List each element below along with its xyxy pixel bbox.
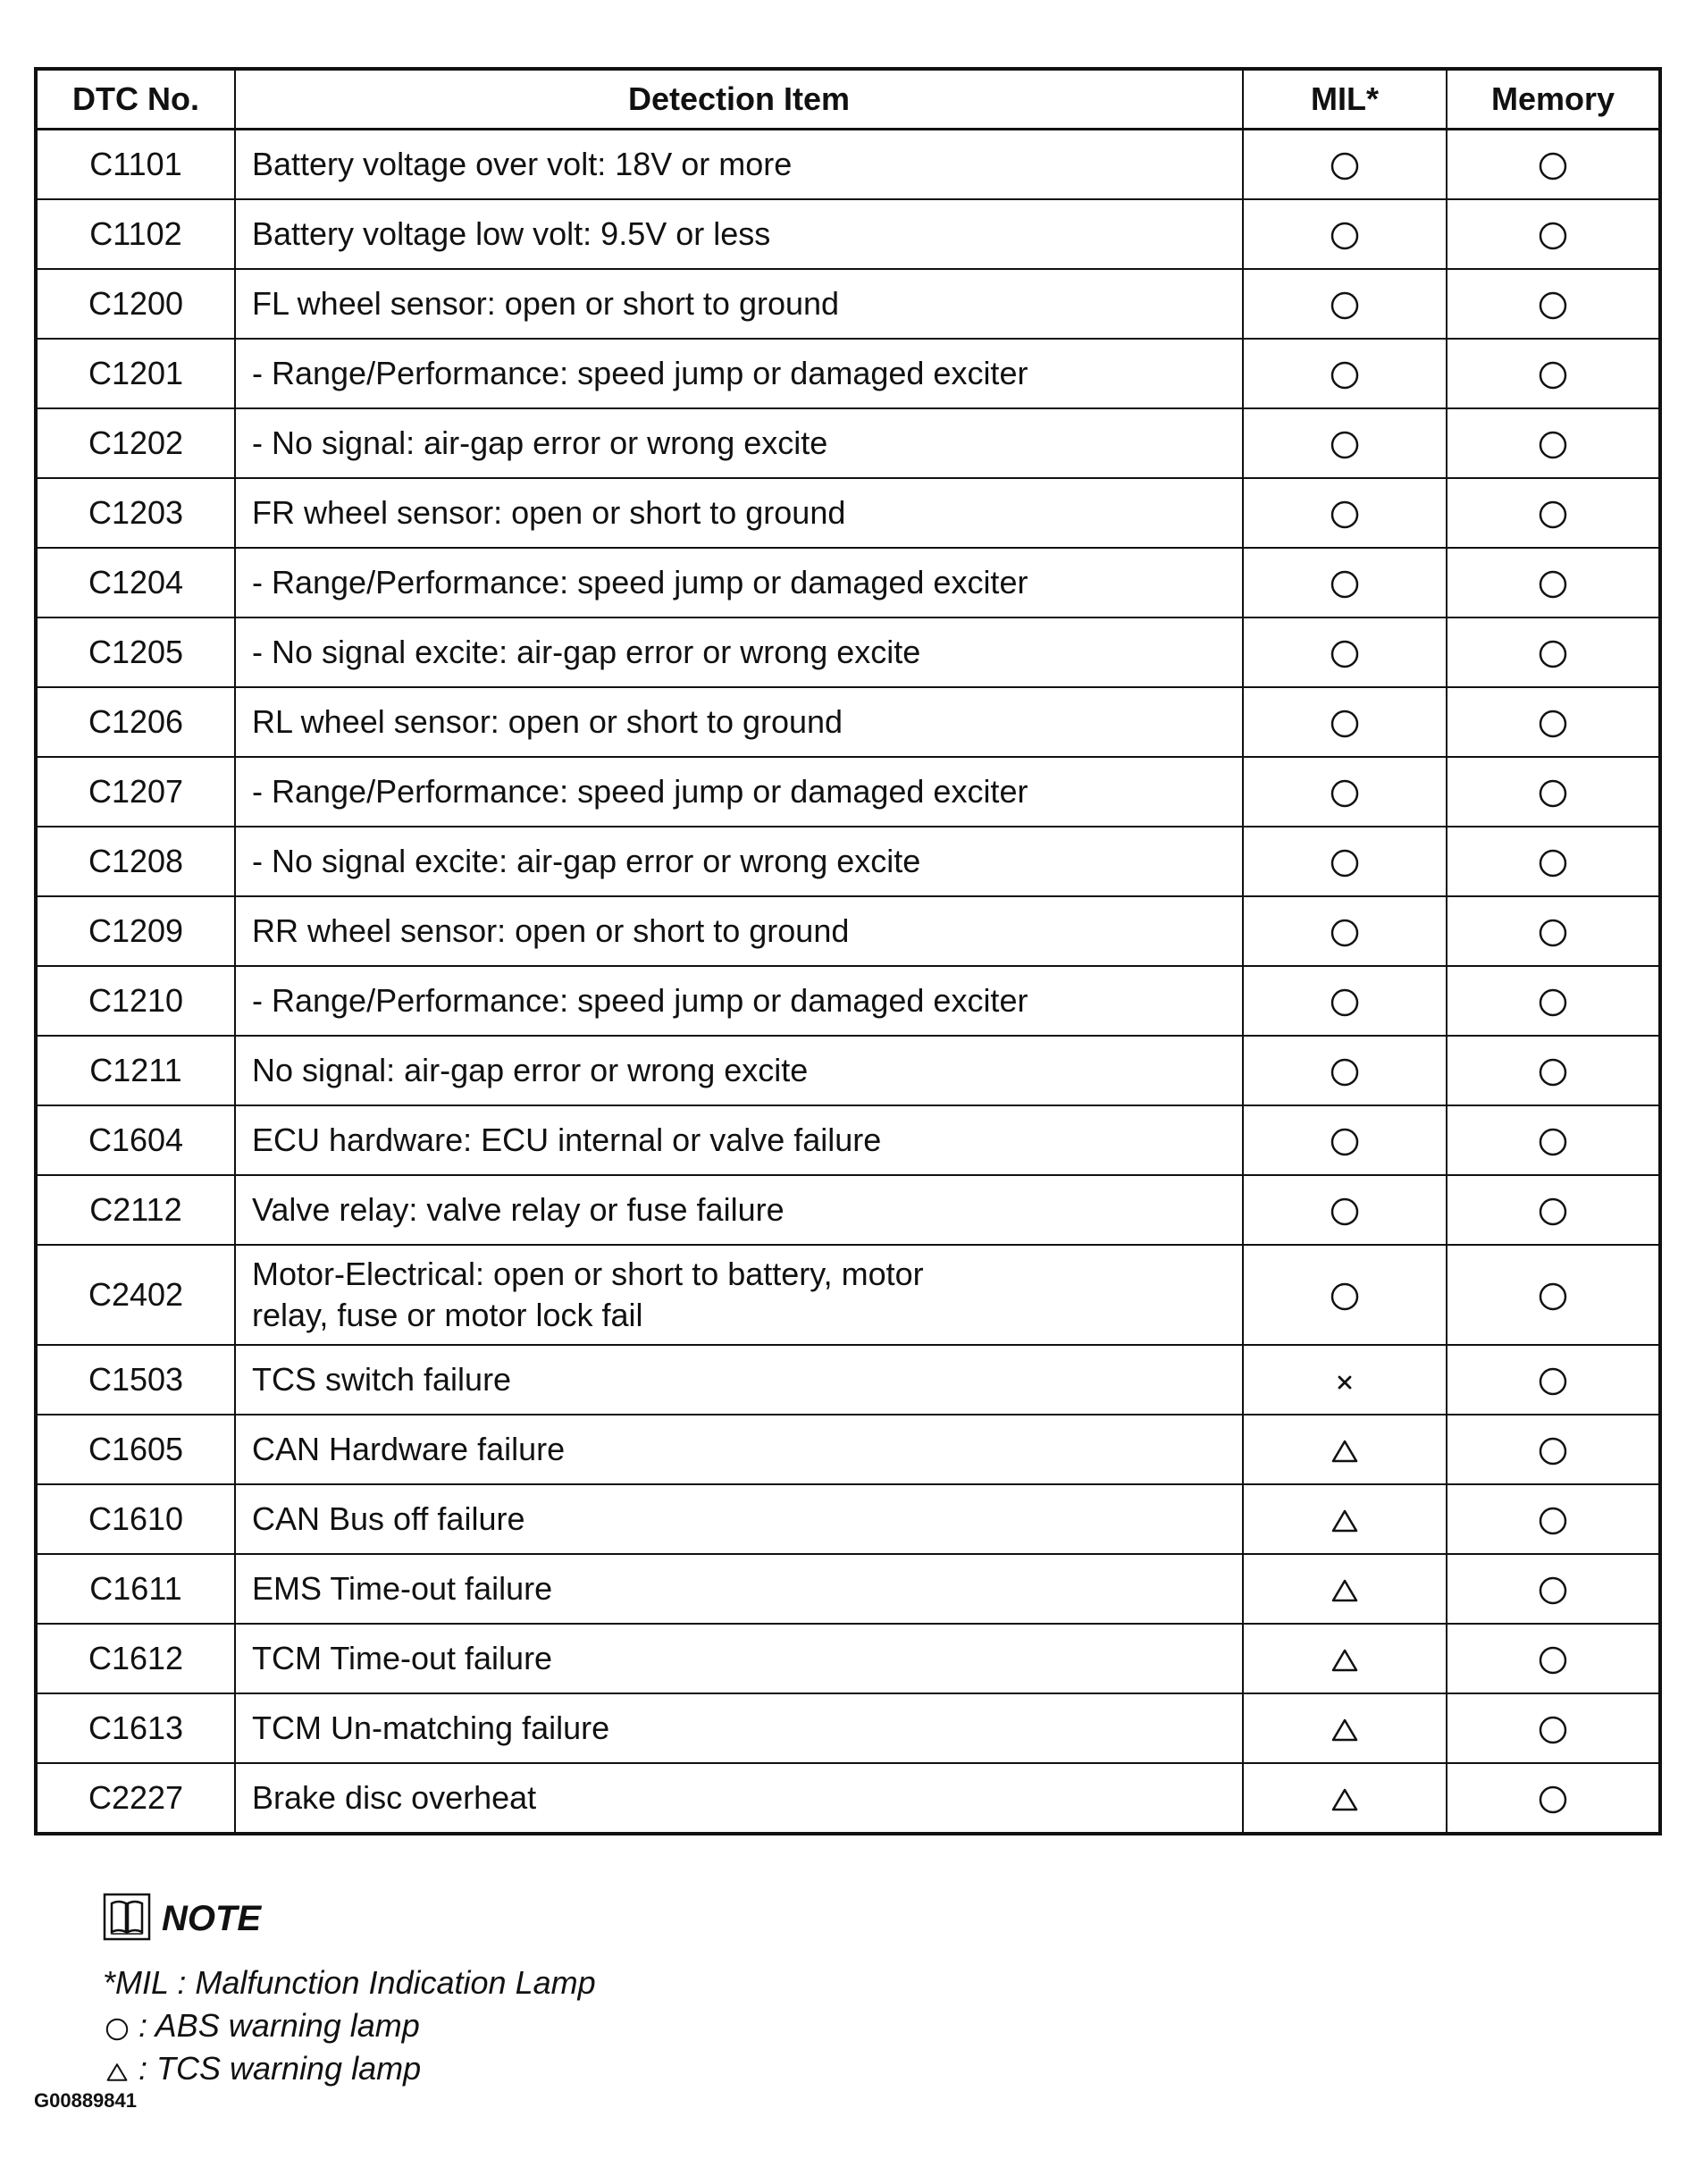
- detection-item-cell: [235, 548, 1243, 617]
- dtc-code-cell: C1611: [36, 1554, 235, 1624]
- circle-icon: [1327, 636, 1363, 672]
- circle-icon: [1535, 148, 1571, 184]
- note-line: [103, 1961, 596, 2004]
- table-header-row: [36, 69, 1660, 130]
- detection-item-cell: [235, 1345, 1243, 1415]
- circle-icon: [1535, 497, 1571, 533]
- detection-item-cell: [235, 478, 1243, 548]
- dtc-code-cell: C1211: [36, 1036, 235, 1105]
- circle-icon: [1535, 1124, 1571, 1160]
- detection-item-line: Valve relay: valve relay or fuse failure: [252, 1191, 785, 1228]
- dtc-code-cell: C1200: [36, 269, 235, 339]
- detection-item-line: - Range/Performance: speed jump or damaged exciter: [252, 773, 1028, 810]
- triangle-icon: [1327, 1433, 1363, 1469]
- table-row: [36, 1624, 1660, 1693]
- table-row: [36, 827, 1660, 896]
- mil-cell: [1243, 827, 1447, 896]
- mil-cell: [1243, 199, 1447, 269]
- note-line: [103, 2047, 596, 2090]
- detection-item-line: CAN Hardware failure: [252, 1431, 566, 1467]
- triangle-icon: [103, 2054, 131, 2083]
- detection-item-line: - No signal excite: air-gap error or wrong excite: [252, 843, 921, 879]
- table-row: [36, 339, 1660, 408]
- table-row: [36, 617, 1660, 687]
- memory-cell: [1447, 1554, 1660, 1624]
- dtc-code-cell: C2112: [36, 1175, 235, 1245]
- note-line: [103, 2004, 596, 2047]
- dtc-code-cell: C1202: [36, 408, 235, 478]
- detection-item-line: - Range/Performance: speed jump or damaged exciter: [252, 982, 1028, 1019]
- detection-item-cell: [235, 1036, 1243, 1105]
- circle-icon: [1327, 706, 1363, 742]
- table-row: [36, 1763, 1660, 1834]
- dtc-code-cell: C1613: [36, 1693, 235, 1763]
- circle-icon: [1535, 1573, 1571, 1609]
- mil-cell: [1243, 1763, 1447, 1834]
- mil-cell: [1243, 1484, 1447, 1554]
- detection-item-line: - No signal: air-gap error or wrong excite: [252, 424, 828, 461]
- table-row: [36, 1693, 1660, 1763]
- triangle-icon: [1327, 1642, 1363, 1678]
- dtc-code-cell: C1203: [36, 478, 235, 548]
- memory-cell: [1447, 827, 1660, 896]
- dtc-code-cell: C1503: [36, 1345, 235, 1415]
- circle-icon: [1327, 1194, 1363, 1230]
- detection-item-cell: [235, 1175, 1243, 1245]
- mil-cell: [1243, 1036, 1447, 1105]
- detection-item-line: Battery voltage over volt: 18V or more: [252, 146, 793, 182]
- note-title: NOTE: [162, 1899, 262, 1938]
- dtc-table: [34, 67, 1662, 1835]
- memory-cell: [1447, 1763, 1660, 1834]
- memory-cell: [1447, 548, 1660, 617]
- circle-icon: [1535, 1712, 1571, 1748]
- detection-item-line: Motor-Electrical: open or short to battery, motor: [252, 1256, 924, 1292]
- table-row: [36, 1554, 1660, 1624]
- memory-cell: [1447, 408, 1660, 478]
- dtc-code-cell: C1207: [36, 757, 235, 827]
- detection-item-line: - No signal excite: air-gap error or wrong excite: [252, 634, 921, 670]
- dtc-code-cell: C1610: [36, 1484, 235, 1554]
- circle-icon: [1535, 636, 1571, 672]
- mil-cell: [1243, 757, 1447, 827]
- circle-icon: [1327, 915, 1363, 951]
- table-row: [36, 548, 1660, 617]
- mil-cell: [1243, 687, 1447, 757]
- detection-item-cell: [235, 1763, 1243, 1834]
- triangle-icon: [1327, 1782, 1363, 1818]
- note-line-text: : TCS warning lamp: [138, 2050, 422, 2087]
- mil-cell: [1243, 1554, 1447, 1624]
- dtc-code-cell: C1210: [36, 966, 235, 1036]
- table-row: [36, 757, 1660, 827]
- circle-icon: [1535, 1642, 1571, 1678]
- mil-cell: [1243, 1693, 1447, 1763]
- table-body: [36, 130, 1660, 1835]
- detection-item-line: - Range/Performance: speed jump or damaged exciter: [252, 564, 1028, 601]
- mil-cell: [1243, 269, 1447, 339]
- note-block: [103, 1893, 596, 2090]
- memory-cell: [1447, 1105, 1660, 1175]
- circle-icon: [1535, 218, 1571, 254]
- detection-item-cell: [235, 199, 1243, 269]
- mil-cell: [1243, 130, 1447, 200]
- circle-icon: [1327, 1124, 1363, 1160]
- mil-cell: [1243, 1175, 1447, 1245]
- table-row: [36, 130, 1660, 200]
- table-row: [36, 687, 1660, 757]
- detection-item-line: FR wheel sensor: open or short to ground: [252, 494, 846, 531]
- memory-cell: [1447, 966, 1660, 1036]
- detection-item-line: EMS Time-out failure: [252, 1570, 553, 1607]
- circle-icon: [1327, 985, 1363, 1021]
- detection-item-line: - Range/Performance: speed jump or damaged exciter: [252, 355, 1028, 391]
- detection-item-cell: [235, 1245, 1243, 1345]
- memory-cell: [1447, 1036, 1660, 1105]
- circle-icon: [1535, 1194, 1571, 1230]
- note-line-text: : ABS warning lamp: [138, 2007, 420, 2044]
- mil-cell: [1243, 896, 1447, 966]
- dtc-code-cell: C2227: [36, 1763, 235, 1834]
- table-row: [36, 478, 1660, 548]
- triangle-icon: [1327, 1573, 1363, 1609]
- circle-icon: [103, 2012, 131, 2040]
- circle-icon: [1535, 706, 1571, 742]
- mil-cell: [1243, 408, 1447, 478]
- detection-item-line: Battery voltage low volt: 9.5V or less: [252, 215, 771, 252]
- memory-cell: [1447, 1245, 1660, 1345]
- memory-cell: [1447, 199, 1660, 269]
- detection-item-line: FL wheel sensor: open or short to ground: [252, 285, 840, 322]
- detection-item-cell: [235, 827, 1243, 896]
- detection-item-cell: [235, 1554, 1243, 1624]
- detection-item-line: TCM Un-matching failure: [252, 1709, 610, 1746]
- table-row: [36, 408, 1660, 478]
- circle-icon: [1327, 845, 1363, 881]
- triangle-icon: [1327, 1503, 1363, 1539]
- table-row: [36, 1484, 1660, 1554]
- detection-item-cell: [235, 1415, 1243, 1484]
- dtc-code-cell: C1604: [36, 1105, 235, 1175]
- memory-cell: [1447, 757, 1660, 827]
- memory-cell: [1447, 1624, 1660, 1693]
- circle-icon: [1327, 497, 1363, 533]
- dtc-code-cell: C1205: [36, 617, 235, 687]
- mil-cell: [1243, 1415, 1447, 1484]
- circle-icon: [1327, 427, 1363, 463]
- circle-icon: [1327, 567, 1363, 602]
- detection-item-line: TCS switch failure: [252, 1361, 512, 1398]
- detection-item-cell: [235, 1105, 1243, 1175]
- mil-cell: [1243, 966, 1447, 1036]
- mil-cell: [1243, 1245, 1447, 1345]
- detection-item-cell: [235, 1484, 1243, 1554]
- memory-cell: [1447, 687, 1660, 757]
- dtc-code-cell: C1206: [36, 687, 235, 757]
- detection-item-cell: [235, 130, 1243, 200]
- memory-cell: [1447, 478, 1660, 548]
- circle-icon: [1535, 288, 1571, 323]
- note-heading: [103, 1893, 596, 1945]
- circle-icon: [1327, 1279, 1363, 1315]
- memory-cell: [1447, 339, 1660, 408]
- dtc-code-cell: C1208: [36, 827, 235, 896]
- mil-cell: [1243, 339, 1447, 408]
- circle-icon: [1535, 776, 1571, 811]
- detection-item-cell: [235, 687, 1243, 757]
- circle-icon: [1535, 357, 1571, 393]
- memory-cell: [1447, 1345, 1660, 1415]
- circle-icon: [1535, 1782, 1571, 1818]
- memory-cell: [1447, 1484, 1660, 1554]
- dtc-code-cell: C1101: [36, 130, 235, 200]
- book-icon: [103, 1893, 151, 1945]
- circle-icon: [1535, 567, 1571, 602]
- table-row: [36, 269, 1660, 339]
- table-row: [36, 1245, 1660, 1345]
- header-memory: Memory: [1447, 69, 1660, 130]
- table-row: [36, 1345, 1660, 1415]
- detection-item-cell: [235, 408, 1243, 478]
- dtc-code-cell: C2402: [36, 1245, 235, 1345]
- memory-cell: [1447, 1693, 1660, 1763]
- circle-icon: [1327, 357, 1363, 393]
- mil-cell: [1243, 1105, 1447, 1175]
- memory-cell: [1447, 269, 1660, 339]
- memory-cell: [1447, 896, 1660, 966]
- dtc-code-cell: C1201: [36, 339, 235, 408]
- table-row: [36, 896, 1660, 966]
- dtc-code-cell: C1209: [36, 896, 235, 966]
- mil-cell: [1243, 1345, 1447, 1415]
- table-row: [36, 199, 1660, 269]
- detection-item-cell: [235, 757, 1243, 827]
- detection-item-cell: [235, 269, 1243, 339]
- detection-item-cell: [235, 339, 1243, 408]
- detection-item-cell: [235, 617, 1243, 687]
- note-line-text: *MIL : Malfunction Indication Lamp: [103, 1964, 596, 2001]
- mil-cell: [1243, 617, 1447, 687]
- circle-icon: [1327, 148, 1363, 184]
- dtc-code-cell: C1102: [36, 199, 235, 269]
- dtc-code-cell: C1605: [36, 1415, 235, 1484]
- table-row: [36, 1175, 1660, 1245]
- table-row: [36, 1105, 1660, 1175]
- detection-item-cell: [235, 1693, 1243, 1763]
- circle-icon: [1535, 1054, 1571, 1090]
- note-lines: [103, 1961, 596, 2090]
- detection-item-cell: [235, 966, 1243, 1036]
- mil-cell: [1243, 548, 1447, 617]
- table-row: [36, 1036, 1660, 1105]
- dtc-code-cell: C1612: [36, 1624, 235, 1693]
- circle-icon: [1535, 845, 1571, 881]
- circle-icon: [1327, 776, 1363, 811]
- circle-icon: [1327, 1054, 1363, 1090]
- dtc-code-cell: C1204: [36, 548, 235, 617]
- header-detection-item: Detection Item: [235, 69, 1243, 130]
- table-row: [36, 1415, 1660, 1484]
- circle-icon: [1535, 1433, 1571, 1469]
- detection-item-line: ECU hardware: ECU internal or valve failure: [252, 1121, 882, 1158]
- detection-item-cell: [235, 896, 1243, 966]
- mil-cell: [1243, 478, 1447, 548]
- circle-icon: [1535, 1364, 1571, 1399]
- table-row: [36, 966, 1660, 1036]
- header-dtc-no: DTC No.: [36, 69, 235, 130]
- detection-item-line: Brake disc overheat: [252, 1779, 537, 1816]
- detection-item-line: RL wheel sensor: open or short to ground: [252, 703, 843, 740]
- header-mil: MIL*: [1243, 69, 1447, 130]
- circle-icon: [1535, 985, 1571, 1021]
- circle-icon: [1535, 915, 1571, 951]
- detection-item-line: RR wheel sensor: open or short to ground: [252, 912, 850, 949]
- detection-item-line: TCM Time-out failure: [252, 1640, 553, 1676]
- detection-item-line: No signal: air-gap error or wrong excite: [252, 1052, 809, 1088]
- memory-cell: [1447, 1175, 1660, 1245]
- triangle-icon: [1327, 1712, 1363, 1748]
- memory-cell: [1447, 1415, 1660, 1484]
- circle-icon: [1535, 427, 1571, 463]
- circle-icon: [1327, 288, 1363, 323]
- circle-icon: [1327, 218, 1363, 254]
- circle-icon: [1535, 1279, 1571, 1315]
- circle-icon: [1535, 1503, 1571, 1539]
- detection-item-line: CAN Bus off failure: [252, 1500, 525, 1537]
- cross-icon: [1327, 1364, 1363, 1399]
- figure-code: G00889841: [34, 2089, 137, 2112]
- mil-cell: [1243, 1624, 1447, 1693]
- detection-item-line: relay, fuse or motor lock fail: [252, 1297, 643, 1333]
- memory-cell: [1447, 617, 1660, 687]
- detection-item-cell: [235, 1624, 1243, 1693]
- memory-cell: [1447, 130, 1660, 200]
